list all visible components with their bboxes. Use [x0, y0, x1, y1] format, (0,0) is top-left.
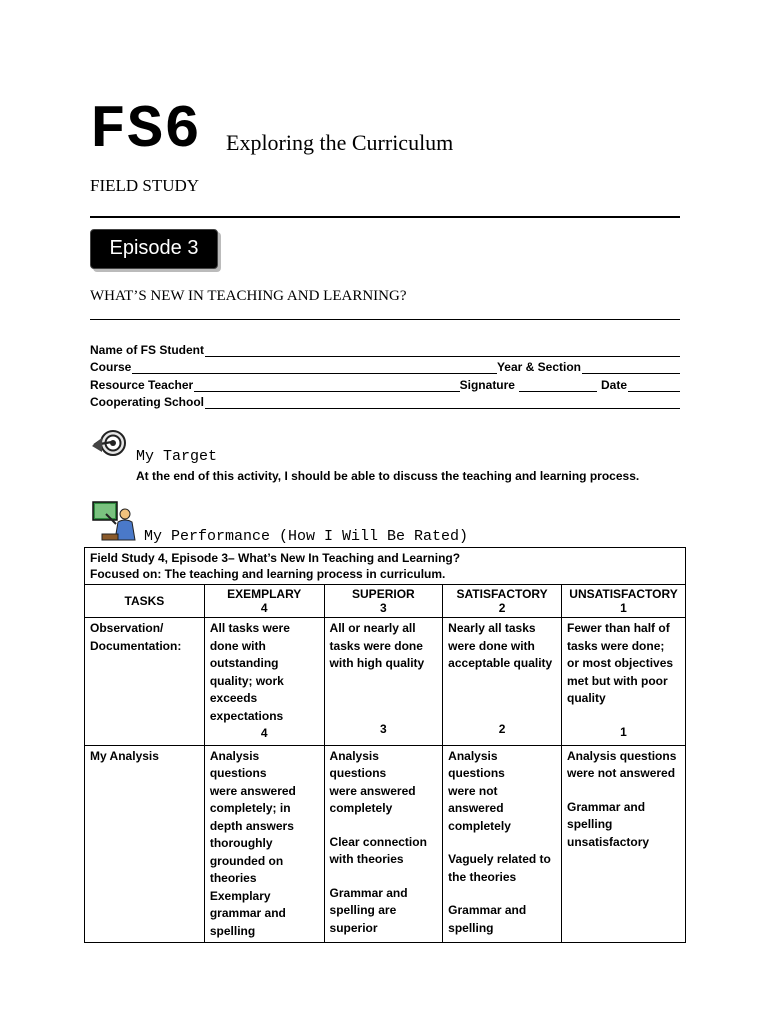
unsatisfactory-cell — [562, 745, 686, 943]
target-icon — [92, 426, 126, 462]
criteria-line: were done with — [448, 638, 535, 653]
student-info-form — [90, 339, 680, 409]
superior-cell — [324, 618, 443, 746]
satisfactory-label: SATISFACTORY — [456, 587, 548, 601]
criteria-line: Grammar and — [448, 903, 527, 917]
criteria-line: spelling are — [329, 903, 397, 917]
header-divider — [90, 216, 680, 218]
criteria-line: grammar and — [209, 906, 286, 920]
episode-question: WHAT’S NEW IN TEACHING AND LEARNING? — [90, 288, 407, 304]
criteria-line: theories — [209, 871, 257, 885]
criteria-line: completely; in — [209, 801, 291, 815]
criteria-line: were not answered — [567, 766, 676, 780]
superior-cell — [324, 745, 443, 943]
criteria-line: superior — [329, 920, 378, 935]
criteria-line: were not — [448, 783, 498, 798]
criteria-line: All or nearly all — [329, 621, 416, 635]
exemplary-label: EXEMPLARY — [227, 587, 302, 601]
tasks-header: TASKS — [85, 585, 205, 618]
criteria-line: Grammar and — [567, 799, 646, 814]
superior-label: SUPERIOR — [352, 587, 415, 601]
superior-score: 3 — [380, 601, 387, 615]
date-label: Date — [600, 377, 627, 392]
task-line: Documentation: — [90, 638, 182, 653]
criteria-line: Analysis questions — [329, 748, 387, 780]
exemplary-cell — [204, 745, 324, 943]
criteria-line: Vaguely related to — [448, 852, 551, 866]
criteria-line: answered — [448, 801, 504, 815]
student-name-label: Name of FS Student — [90, 342, 205, 357]
course-label: Course — [90, 360, 132, 374]
satisfactory-header — [443, 585, 562, 618]
criteria-line: Clear connection — [329, 834, 427, 849]
course-line[interactable] — [132, 361, 497, 374]
rubric-title-row — [85, 548, 686, 585]
criteria-line: thoroughly — [209, 836, 273, 850]
criteria-line: done with — [209, 638, 266, 653]
teacher-presentation-icon — [92, 500, 140, 544]
criteria-line: completely — [448, 818, 511, 833]
rubric-row-observation — [85, 618, 686, 746]
criteria-line: completely — [329, 801, 393, 815]
satisfactory-cell — [443, 745, 562, 943]
satisfactory-cell — [443, 618, 562, 746]
unsatisfactory-cell — [562, 618, 686, 746]
task-cell — [85, 745, 205, 943]
criteria-line: quality — [567, 691, 606, 705]
document-subtitle: FIELD STUDY — [90, 176, 200, 195]
criteria-line: grounded on — [209, 853, 284, 868]
task-cell — [85, 618, 205, 746]
rubric-table — [84, 547, 686, 943]
criteria-line: Fewer than half of — [567, 621, 670, 635]
criteria-line: Analysis questions — [448, 748, 505, 780]
criteria-line: acceptable quality — [448, 656, 553, 670]
criteria-line: spelling — [448, 920, 494, 935]
rubric-header-row — [85, 585, 686, 618]
criteria-line: Analysis questions — [567, 748, 677, 763]
criteria-line: were answered — [329, 783, 416, 798]
exemplary-score: 4 — [260, 601, 268, 615]
rubric-title-cell — [85, 548, 686, 585]
criteria-line: depth answers — [209, 818, 294, 833]
unsatisfactory-label: UNSATISFACTORY — [569, 587, 678, 601]
superior-header — [324, 585, 443, 618]
unsatisfactory-score: 1 — [620, 601, 627, 615]
exemplary-header — [204, 585, 324, 618]
resource-teacher-line[interactable] — [194, 379, 459, 392]
criteria-line: were answered — [209, 783, 296, 798]
criteria-line: met but with poor — [567, 673, 668, 688]
exemplary-cell — [204, 618, 324, 746]
criteria-line: spelling — [567, 817, 613, 831]
course-row — [90, 357, 680, 375]
cooperating-school-label: Cooperating School — [90, 395, 204, 409]
criteria-line: quality; work — [209, 673, 284, 688]
score-value: 4 — [260, 726, 268, 740]
criteria-line: spelling — [209, 923, 256, 938]
year-section-label: Year & Section — [496, 360, 581, 374]
criteria-line: the theories — [448, 869, 517, 884]
document-title: Exploring the Curriculum — [226, 130, 454, 155]
criteria-line: with theories — [329, 852, 404, 866]
satisfactory-score: 2 — [498, 601, 506, 615]
criteria-line: Exemplary — [209, 888, 271, 903]
question-divider — [90, 319, 680, 320]
score-value: 3 — [380, 721, 387, 736]
criteria-line: Analysis questions — [209, 748, 267, 780]
criteria-line: exceeds — [209, 691, 258, 705]
fs-code: FS6 — [90, 97, 202, 165]
school-row — [90, 392, 680, 410]
my-performance-heading: My Performance (How I Will Be Rated) — [144, 528, 469, 545]
criteria-line: outstanding — [209, 656, 279, 670]
task-line: Observation/ — [90, 621, 164, 635]
score-value: 1 — [620, 724, 627, 739]
signature-line[interactable] — [519, 379, 597, 392]
criteria-line: with high quality — [329, 656, 425, 670]
criteria-line: expectations — [209, 708, 284, 723]
year-section-line[interactable] — [582, 361, 680, 374]
rubric-focus-line: Focused on: The teaching and learning process in curriculum. — [90, 567, 446, 581]
task-line: My Analysis — [90, 748, 159, 763]
rubric-title-line: Field Study 4, Episode 3– What’s New In Teaching and Learning? — [90, 551, 461, 565]
criteria-line: tasks were done — [329, 638, 423, 653]
rubric-row-analysis — [85, 745, 686, 943]
criteria-line: or most objectives — [567, 656, 674, 670]
signature-label: Signature — [459, 377, 515, 392]
resource-teacher-label: Resource Teacher — [90, 377, 194, 392]
criteria-line: unsatisfactory — [567, 834, 650, 849]
cooperating-school-line[interactable] — [205, 396, 680, 409]
date-line[interactable] — [628, 379, 680, 392]
criteria-line: tasks were done; — [567, 638, 665, 653]
student-name-row — [90, 339, 680, 357]
score-value: 2 — [498, 721, 506, 736]
criteria-line: Grammar and — [329, 885, 408, 900]
my-target-heading: My Target — [136, 448, 218, 465]
teacher-row — [90, 374, 680, 392]
student-name-line[interactable] — [205, 344, 680, 357]
criteria-line: Nearly all tasks — [448, 621, 536, 635]
my-target-text: At the end of this activity, I should be able to discuss the teaching and learning process. — [136, 469, 640, 483]
episode-badge: Episode 3 — [90, 229, 218, 269]
criteria-line: All tasks were — [209, 621, 290, 635]
unsatisfactory-header — [562, 585, 686, 618]
